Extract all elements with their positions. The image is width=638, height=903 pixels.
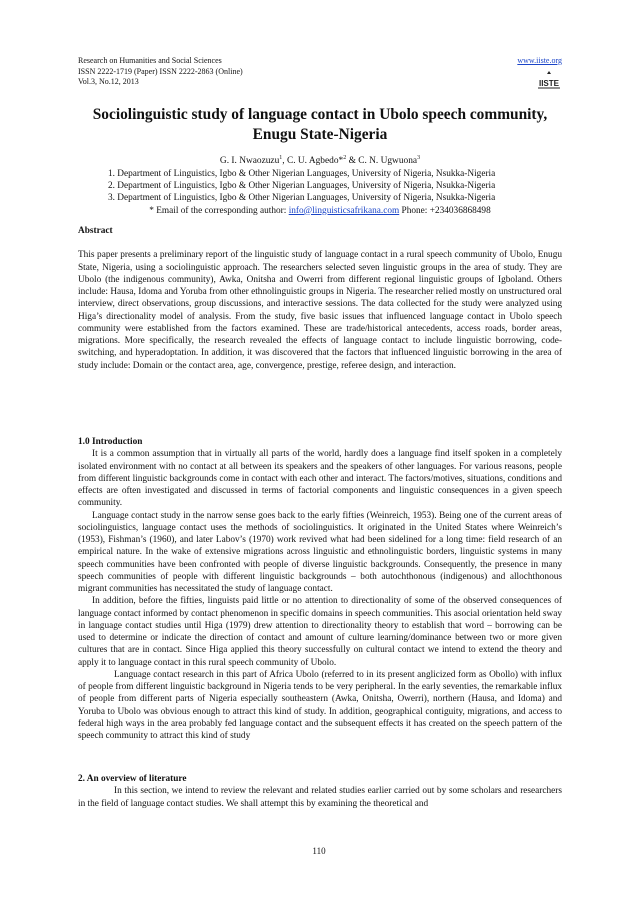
abstract-heading: Abstract <box>78 226 113 236</box>
affiliation-3: 3. Department of Linguistics, Igbo & Other Nigerian Languages, University of Nigeria, Nsukka-Nigeria <box>108 193 496 204</box>
abstract-text: This paper presents a preliminary report of the linguistic study of language contact in a rural speech community of Ubolo, Enugu State, Nigeria, using a sociolinguistic approach. The researchers selected seven linguistic groups in the area of study. They are Ubolo (the indigenous community), Awka, Onitsha and Owerri from different regional linguistic groups of Igboland. Others include: Hausa, Idoma and Yoruba from other ethnolinguistic groups in Nigeria. The researcher relied mostly on unstructured oral interview, direct observations, group discussions, and interactive sessions. The data collected for the study were analyzed using Higa’s directionality model of analysis. From the study, five basic issues that influenced language contact in Ubolo speech community were established from the factors examined. These are trade/historical antecedents, access roads, border areas, migrations. More specifically, the research revealed the effects of language contact to include linguistic borrowing, code-switching, and hyperadoptation. In addition, it was discovered that the factors that influenced linguistic borrowing in the area of study include: Domain or the contact area, age, convergence, prestige, referee design, and interaction. <box>78 250 562 371</box>
page-number: 110 <box>312 846 326 856</box>
author-2-sup: 2 <box>343 154 347 161</box>
journal-header <box>78 56 243 88</box>
intro-paragraph-3: In addition, before the fifties, linguists paid little or no attention to directionality of some of the observed consequences of language contact informed by contact phenomenon in specific domains in speech communities. This asocial orientation held sway in language contact studies until Higa (1979) drew attention to directionality theory to establish that word – borrowing can be used to determine or indicate the direction of contact and amount of culture learning/dominance between two or more given cultures that are in contact. Since Higa applied this theory successfully on cultural contact we intend to extend the theory and apply it to language contact in this rural speech community of Ubolo. <box>78 596 562 668</box>
corresponding-author <box>78 205 562 217</box>
author-list <box>78 155 562 167</box>
author-1: G. I. Nwaozuzu <box>219 156 280 166</box>
phone-number: Phone: +234036868498 <box>399 205 491 216</box>
intro-paragraph-4: Language contact research in this part of Africa Ubolo (referred to in its present anglicized form as Obollo) with influx of people from different linguistic background in Nigeria tends to be very peripheral. In the early seventies, the remarkable influx of people from different parts of Nigeria especially southeastern (Awka, Onitsha, Owerri), northern (Hausa, and Idoma) and Yoruba to Ubolo was obvious enough to attract this kind of study. In addition, geographical contiguity, migrations, and access to federal high ways in the area probably fed language contact and the subsequent effects it has created on the speech pattern of the speech community to attract this kind of study <box>78 669 562 741</box>
affiliations <box>78 168 562 217</box>
svg-text:IISTE: IISTE <box>538 79 560 88</box>
author-2: , C. U. Agbedo* <box>282 156 344 166</box>
journal-issn: ISSN 2222-1719 (Paper) ISSN 2222-2863 (Online) <box>78 66 243 76</box>
intro-paragraph-1: It is a common assumption that in virtually all parts of the world, hardly does a language find itself spoken in a completely isolated environment with no contact at all between its speakers and the speakers of other languages. For various reasons, people from different linguistic backgrounds come in contact with each other and interact. The factors/motives, situations, conditions and effects are often investigated and discussed in terms of factorial components and linguistic consequences in a given speech community. <box>78 449 562 509</box>
literature-heading: 2. An overview of literature <box>78 774 187 784</box>
affiliation-2: 2. Department of Linguistics, Igbo & Other Nigerian Languages, University of Nigeria, Nsukka-Nigeria <box>108 181 496 192</box>
abstract-section <box>78 225 562 372</box>
literature-section <box>78 773 562 810</box>
iiste-logo <box>536 70 562 90</box>
journal-name: Research on Humanities and Social Sciences <box>78 56 222 65</box>
author-3-sup: 3 <box>417 154 421 161</box>
email-prefix: * Email of the corresponding author: <box>149 205 289 216</box>
journal-url-link[interactable]: www.iiste.org <box>517 56 562 65</box>
paper-title: Sociolinguistic study of language contact in Ubolo speech community, Enugu State-Nigeria <box>92 106 548 143</box>
introduction-heading: 1.0 Introduction <box>78 437 143 447</box>
email-link[interactable]: info@linguisticsafrikana.com <box>288 205 400 216</box>
intro-paragraph-2: Language contact study in the narrow sense goes back to the early fifties (Weinreich, 1953). Being one of the current areas of sociolinguistics, language contact uses the methods of sociolinguistics. It originated in the United States where Weinreich’s (1953), Fishman’s (1960), and later Labov’s (1970) work revived what had been sidelined for a long time: field research of an empirical nature. In the wake of extensive migrations across linguistic and ethnolinguistic borders, linguistic systems in many speech communities have been confronted with people of diverse linguistic backgrounds. Consequently, the presence in many speech communities of people with different linguistic backgrounds – both autochthonous (indigenous) and allochthonous migrant communities has necessitated the study of language contact. <box>78 510 562 594</box>
author-1-sup: 1 <box>279 154 283 161</box>
author-3: & C. N. Ugwuona <box>346 156 418 166</box>
journal-volume: Vol.3, No.12, 2013 <box>78 77 139 86</box>
introduction-section <box>78 436 562 742</box>
literature-paragraph-1: In this section, we intend to review the relevant and related studies earlier carried out by some scholars and researchers in the field of language contact studies. We shall attempt this by examining the theoretical and <box>78 786 562 809</box>
affiliation-1: 1. Department of Linguistics, Igbo & Other Nigerian Languages, University of Nigeria, Nsukka-Nigeria <box>108 169 496 179</box>
